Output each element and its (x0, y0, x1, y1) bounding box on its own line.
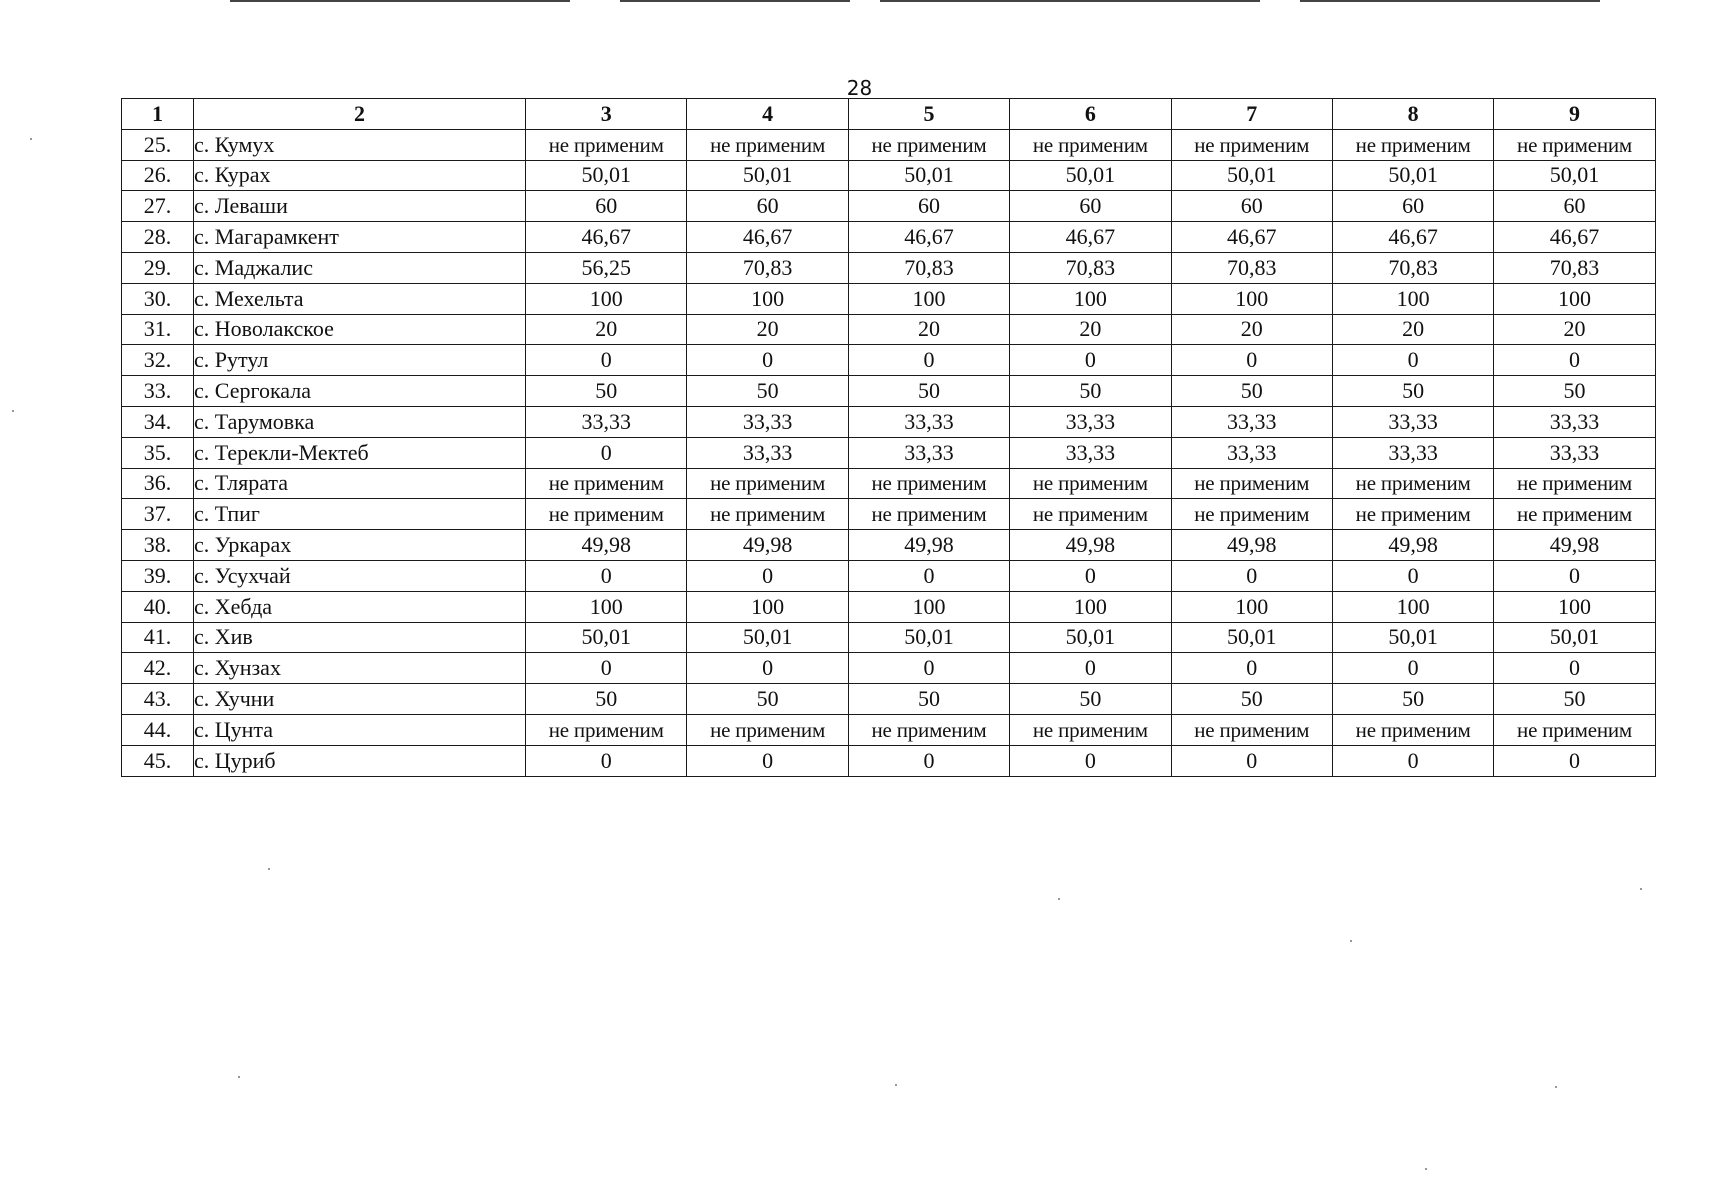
value-cell: не применим (1332, 129, 1493, 160)
value-cell: 50,01 (1332, 622, 1493, 653)
column-header: 3 (526, 99, 687, 130)
value-cell: 100 (1010, 591, 1171, 622)
row-number: 31. (122, 314, 194, 345)
column-header: 9 (1494, 99, 1655, 130)
value-cell: 20 (1332, 314, 1493, 345)
value-cell: 100 (1332, 591, 1493, 622)
value-cell: 33,33 (1171, 437, 1332, 468)
table-row (122, 222, 1656, 253)
value-cell: 100 (848, 283, 1009, 314)
column-header: 4 (687, 99, 848, 130)
row-number: 29. (122, 252, 194, 283)
value-cell: 50 (1171, 684, 1332, 715)
value-cell: 33,33 (1494, 406, 1655, 437)
value-cell: 0 (848, 345, 1009, 376)
value-cell: 50,01 (1171, 622, 1332, 653)
value-cell: 50,01 (1494, 160, 1655, 191)
row-number: 36. (122, 468, 194, 499)
row-number: 32. (122, 345, 194, 376)
table-row (122, 745, 1656, 776)
value-cell: 60 (1171, 191, 1332, 222)
value-cell: 33,33 (1494, 437, 1655, 468)
value-cell: 0 (687, 745, 848, 776)
value-cell: 50 (687, 684, 848, 715)
column-header: 5 (848, 99, 1009, 130)
value-cell: 46,67 (687, 222, 848, 253)
value-cell: 100 (526, 283, 687, 314)
value-cell: 50,01 (848, 160, 1009, 191)
value-cell: не применим (1494, 129, 1655, 160)
settlement-name: с. Терекли-Мектеб (194, 437, 526, 468)
value-cell: 100 (526, 591, 687, 622)
value-cell: не применим (1010, 468, 1171, 499)
table-row (122, 160, 1656, 191)
value-cell: 0 (1494, 560, 1655, 591)
table-row (122, 376, 1656, 407)
value-cell: 0 (687, 560, 848, 591)
value-cell: 0 (1010, 653, 1171, 684)
scan-speck (1640, 888, 1642, 890)
settlement-name: с. Тпиг (194, 499, 526, 530)
value-cell: не применим (687, 468, 848, 499)
value-cell: 50 (848, 684, 1009, 715)
value-cell: не применим (1494, 468, 1655, 499)
column-header: 2 (194, 99, 526, 130)
value-cell: 49,98 (687, 530, 848, 561)
value-cell: не применим (848, 129, 1009, 160)
settlement-name: с. Цуриб (194, 745, 526, 776)
settlement-name: с. Хунзах (194, 653, 526, 684)
value-cell: 56,25 (526, 252, 687, 283)
value-cell: 0 (848, 653, 1009, 684)
value-cell: 100 (1171, 283, 1332, 314)
value-cell: 0 (848, 560, 1009, 591)
value-cell: 0 (687, 653, 848, 684)
settlement-name: с. Тлярата (194, 468, 526, 499)
value-cell: 50 (1332, 376, 1493, 407)
value-cell: 0 (1332, 345, 1493, 376)
value-cell: не применим (687, 129, 848, 160)
value-cell: 33,33 (848, 406, 1009, 437)
table-row (122, 345, 1656, 376)
scan-speck (12, 410, 14, 412)
scan-speck (1425, 1168, 1427, 1170)
table-row (122, 560, 1656, 591)
value-cell: не применим (1332, 499, 1493, 530)
value-cell: 50 (1171, 376, 1332, 407)
value-cell: 46,67 (1494, 222, 1655, 253)
value-cell: 33,33 (687, 406, 848, 437)
value-cell: 46,67 (1171, 222, 1332, 253)
value-cell: не применим (848, 499, 1009, 530)
value-cell: 0 (1010, 345, 1171, 376)
value-cell: 0 (526, 345, 687, 376)
table-row (122, 252, 1656, 283)
value-cell: 0 (1332, 560, 1493, 591)
scan-speck (1555, 1086, 1557, 1088)
value-cell: не применим (1171, 468, 1332, 499)
value-cell: 50,01 (1494, 622, 1655, 653)
value-cell: 70,83 (687, 252, 848, 283)
table-row (122, 129, 1656, 160)
value-cell: не применим (1010, 499, 1171, 530)
value-cell: 0 (1010, 745, 1171, 776)
settlement-name: с. Курах (194, 160, 526, 191)
scan-edge-line (880, 0, 1260, 2)
settlement-name: с. Тарумовка (194, 406, 526, 437)
value-cell: 20 (526, 314, 687, 345)
value-cell: 49,98 (526, 530, 687, 561)
row-number: 27. (122, 191, 194, 222)
row-number: 34. (122, 406, 194, 437)
scan-edge-line (230, 0, 570, 2)
table-row (122, 283, 1656, 314)
value-cell: 20 (687, 314, 848, 345)
value-cell: 49,98 (1171, 530, 1332, 561)
column-header: 8 (1332, 99, 1493, 130)
value-cell: не применим (687, 714, 848, 745)
value-cell: 0 (1332, 653, 1493, 684)
table-row (122, 653, 1656, 684)
value-cell: 20 (1494, 314, 1655, 345)
value-cell: 100 (1171, 591, 1332, 622)
table-row (122, 530, 1656, 561)
page-number: 28 (846, 76, 873, 100)
value-cell: 0 (526, 560, 687, 591)
value-cell: не применим (526, 468, 687, 499)
value-cell: 50,01 (687, 160, 848, 191)
table-row (122, 499, 1656, 530)
row-number: 39. (122, 560, 194, 591)
settlement-name: с. Сергокала (194, 376, 526, 407)
value-cell: 50,01 (848, 622, 1009, 653)
value-cell: не применим (526, 499, 687, 530)
value-cell: 0 (1171, 560, 1332, 591)
scan-speck (895, 1084, 897, 1086)
value-cell: 50,01 (526, 160, 687, 191)
value-cell: не применим (1332, 714, 1493, 745)
value-cell: не применим (1494, 714, 1655, 745)
row-number: 30. (122, 283, 194, 314)
value-cell: 70,83 (848, 252, 1009, 283)
value-cell: 49,98 (1332, 530, 1493, 561)
value-cell: 60 (526, 191, 687, 222)
value-cell: 49,98 (1010, 530, 1171, 561)
row-number: 41. (122, 622, 194, 653)
value-cell: 0 (1171, 345, 1332, 376)
value-cell: 50 (526, 376, 687, 407)
row-number: 38. (122, 530, 194, 561)
column-header: 6 (1010, 99, 1171, 130)
settlement-name: с. Усухчай (194, 560, 526, 591)
table-row (122, 591, 1656, 622)
value-cell: 70,83 (1332, 252, 1493, 283)
value-cell: 20 (1010, 314, 1171, 345)
value-cell: 33,33 (1010, 406, 1171, 437)
value-cell: 60 (1332, 191, 1493, 222)
value-cell: 100 (1332, 283, 1493, 314)
value-cell: 0 (1332, 745, 1493, 776)
row-number: 33. (122, 376, 194, 407)
value-cell: не применим (526, 129, 687, 160)
value-cell: 33,33 (1332, 406, 1493, 437)
value-cell: 50,01 (687, 622, 848, 653)
value-cell: 46,67 (1332, 222, 1493, 253)
value-cell: 0 (1010, 560, 1171, 591)
row-number: 45. (122, 745, 194, 776)
row-number: 37. (122, 499, 194, 530)
value-cell: 70,83 (1171, 252, 1332, 283)
value-cell: 60 (848, 191, 1009, 222)
settlement-name: с. Магарамкент (194, 222, 526, 253)
row-number: 35. (122, 437, 194, 468)
value-cell: 50,01 (1332, 160, 1493, 191)
value-cell: 0 (526, 745, 687, 776)
value-cell: не применим (1010, 714, 1171, 745)
scan-speck (30, 138, 32, 140)
value-cell: 0 (1171, 653, 1332, 684)
value-cell: 70,83 (1494, 252, 1655, 283)
table-row (122, 468, 1656, 499)
value-cell: 33,33 (526, 406, 687, 437)
value-cell: не применим (848, 468, 1009, 499)
value-cell: 70,83 (1010, 252, 1171, 283)
value-cell: не применим (687, 499, 848, 530)
value-cell: 33,33 (848, 437, 1009, 468)
row-number: 43. (122, 684, 194, 715)
value-cell: 50 (1010, 684, 1171, 715)
header-row (122, 99, 1656, 130)
value-cell: 33,33 (1171, 406, 1332, 437)
scan-edge-line (620, 0, 850, 2)
settlement-name: с. Хебда (194, 591, 526, 622)
row-number: 44. (122, 714, 194, 745)
row-number: 28. (122, 222, 194, 253)
value-cell: 100 (687, 283, 848, 314)
row-number: 25. (122, 129, 194, 160)
table-row (122, 314, 1656, 345)
settlement-name: с. Леваши (194, 191, 526, 222)
value-cell: 0 (1494, 345, 1655, 376)
value-cell: не применим (1171, 499, 1332, 530)
settlement-name: с. Кумух (194, 129, 526, 160)
value-cell: 49,98 (848, 530, 1009, 561)
row-number: 42. (122, 653, 194, 684)
table-body (122, 129, 1656, 776)
value-cell: 0 (1494, 745, 1655, 776)
value-cell: 46,67 (848, 222, 1009, 253)
table-row (122, 684, 1656, 715)
table-row (122, 714, 1656, 745)
value-cell: 49,98 (1494, 530, 1655, 561)
value-cell: 60 (1494, 191, 1655, 222)
settlement-name: с. Хучни (194, 684, 526, 715)
value-cell: не применим (1010, 129, 1171, 160)
value-cell: 100 (848, 591, 1009, 622)
value-cell: не применим (1332, 468, 1493, 499)
value-cell: 50,01 (1010, 622, 1171, 653)
scan-speck (1350, 940, 1352, 942)
scan-speck (268, 868, 270, 870)
value-cell: 100 (1494, 283, 1655, 314)
value-cell: не применим (526, 714, 687, 745)
value-cell: не применим (1171, 129, 1332, 160)
value-cell: 0 (1171, 745, 1332, 776)
scan-edge-line (1300, 0, 1600, 2)
value-cell: 0 (1494, 653, 1655, 684)
value-cell: 50 (526, 684, 687, 715)
value-cell: 50 (1494, 684, 1655, 715)
value-cell: 33,33 (1010, 437, 1171, 468)
settlement-name: с. Маджалис (194, 252, 526, 283)
table-row (122, 622, 1656, 653)
value-cell: 100 (687, 591, 848, 622)
settlement-name: с. Рутул (194, 345, 526, 376)
scan-speck (1058, 898, 1060, 900)
value-cell: 50 (1494, 376, 1655, 407)
settlement-name: с. Мехельта (194, 283, 526, 314)
value-cell: 0 (687, 345, 848, 376)
value-cell: 33,33 (1332, 437, 1493, 468)
value-cell: 100 (1494, 591, 1655, 622)
table-row (122, 191, 1656, 222)
data-table (121, 98, 1656, 777)
value-cell: 50 (687, 376, 848, 407)
row-number: 40. (122, 591, 194, 622)
table-row (122, 406, 1656, 437)
settlement-name: с. Цунта (194, 714, 526, 745)
column-header: 7 (1171, 99, 1332, 130)
value-cell: 60 (1010, 191, 1171, 222)
value-cell: 50,01 (1010, 160, 1171, 191)
value-cell: не применим (848, 714, 1009, 745)
value-cell: 0 (848, 745, 1009, 776)
value-cell: 20 (848, 314, 1009, 345)
value-cell: 50,01 (526, 622, 687, 653)
value-cell: 100 (1010, 283, 1171, 314)
value-cell: 0 (526, 437, 687, 468)
value-cell: 60 (687, 191, 848, 222)
value-cell: 0 (526, 653, 687, 684)
value-cell: 50 (1332, 684, 1493, 715)
value-cell: 46,67 (526, 222, 687, 253)
value-cell: 20 (1171, 314, 1332, 345)
settlement-name: с. Хив (194, 622, 526, 653)
value-cell: 46,67 (1010, 222, 1171, 253)
value-cell: не применим (1494, 499, 1655, 530)
value-cell: 50 (848, 376, 1009, 407)
row-number: 26. (122, 160, 194, 191)
scan-speck (238, 1076, 240, 1078)
column-header: 1 (122, 99, 194, 130)
value-cell: не применим (1171, 714, 1332, 745)
value-cell: 33,33 (687, 437, 848, 468)
settlement-name: с. Новолакское (194, 314, 526, 345)
table-row (122, 437, 1656, 468)
value-cell: 50,01 (1171, 160, 1332, 191)
value-cell: 50 (1010, 376, 1171, 407)
settlement-name: с. Уркарах (194, 530, 526, 561)
